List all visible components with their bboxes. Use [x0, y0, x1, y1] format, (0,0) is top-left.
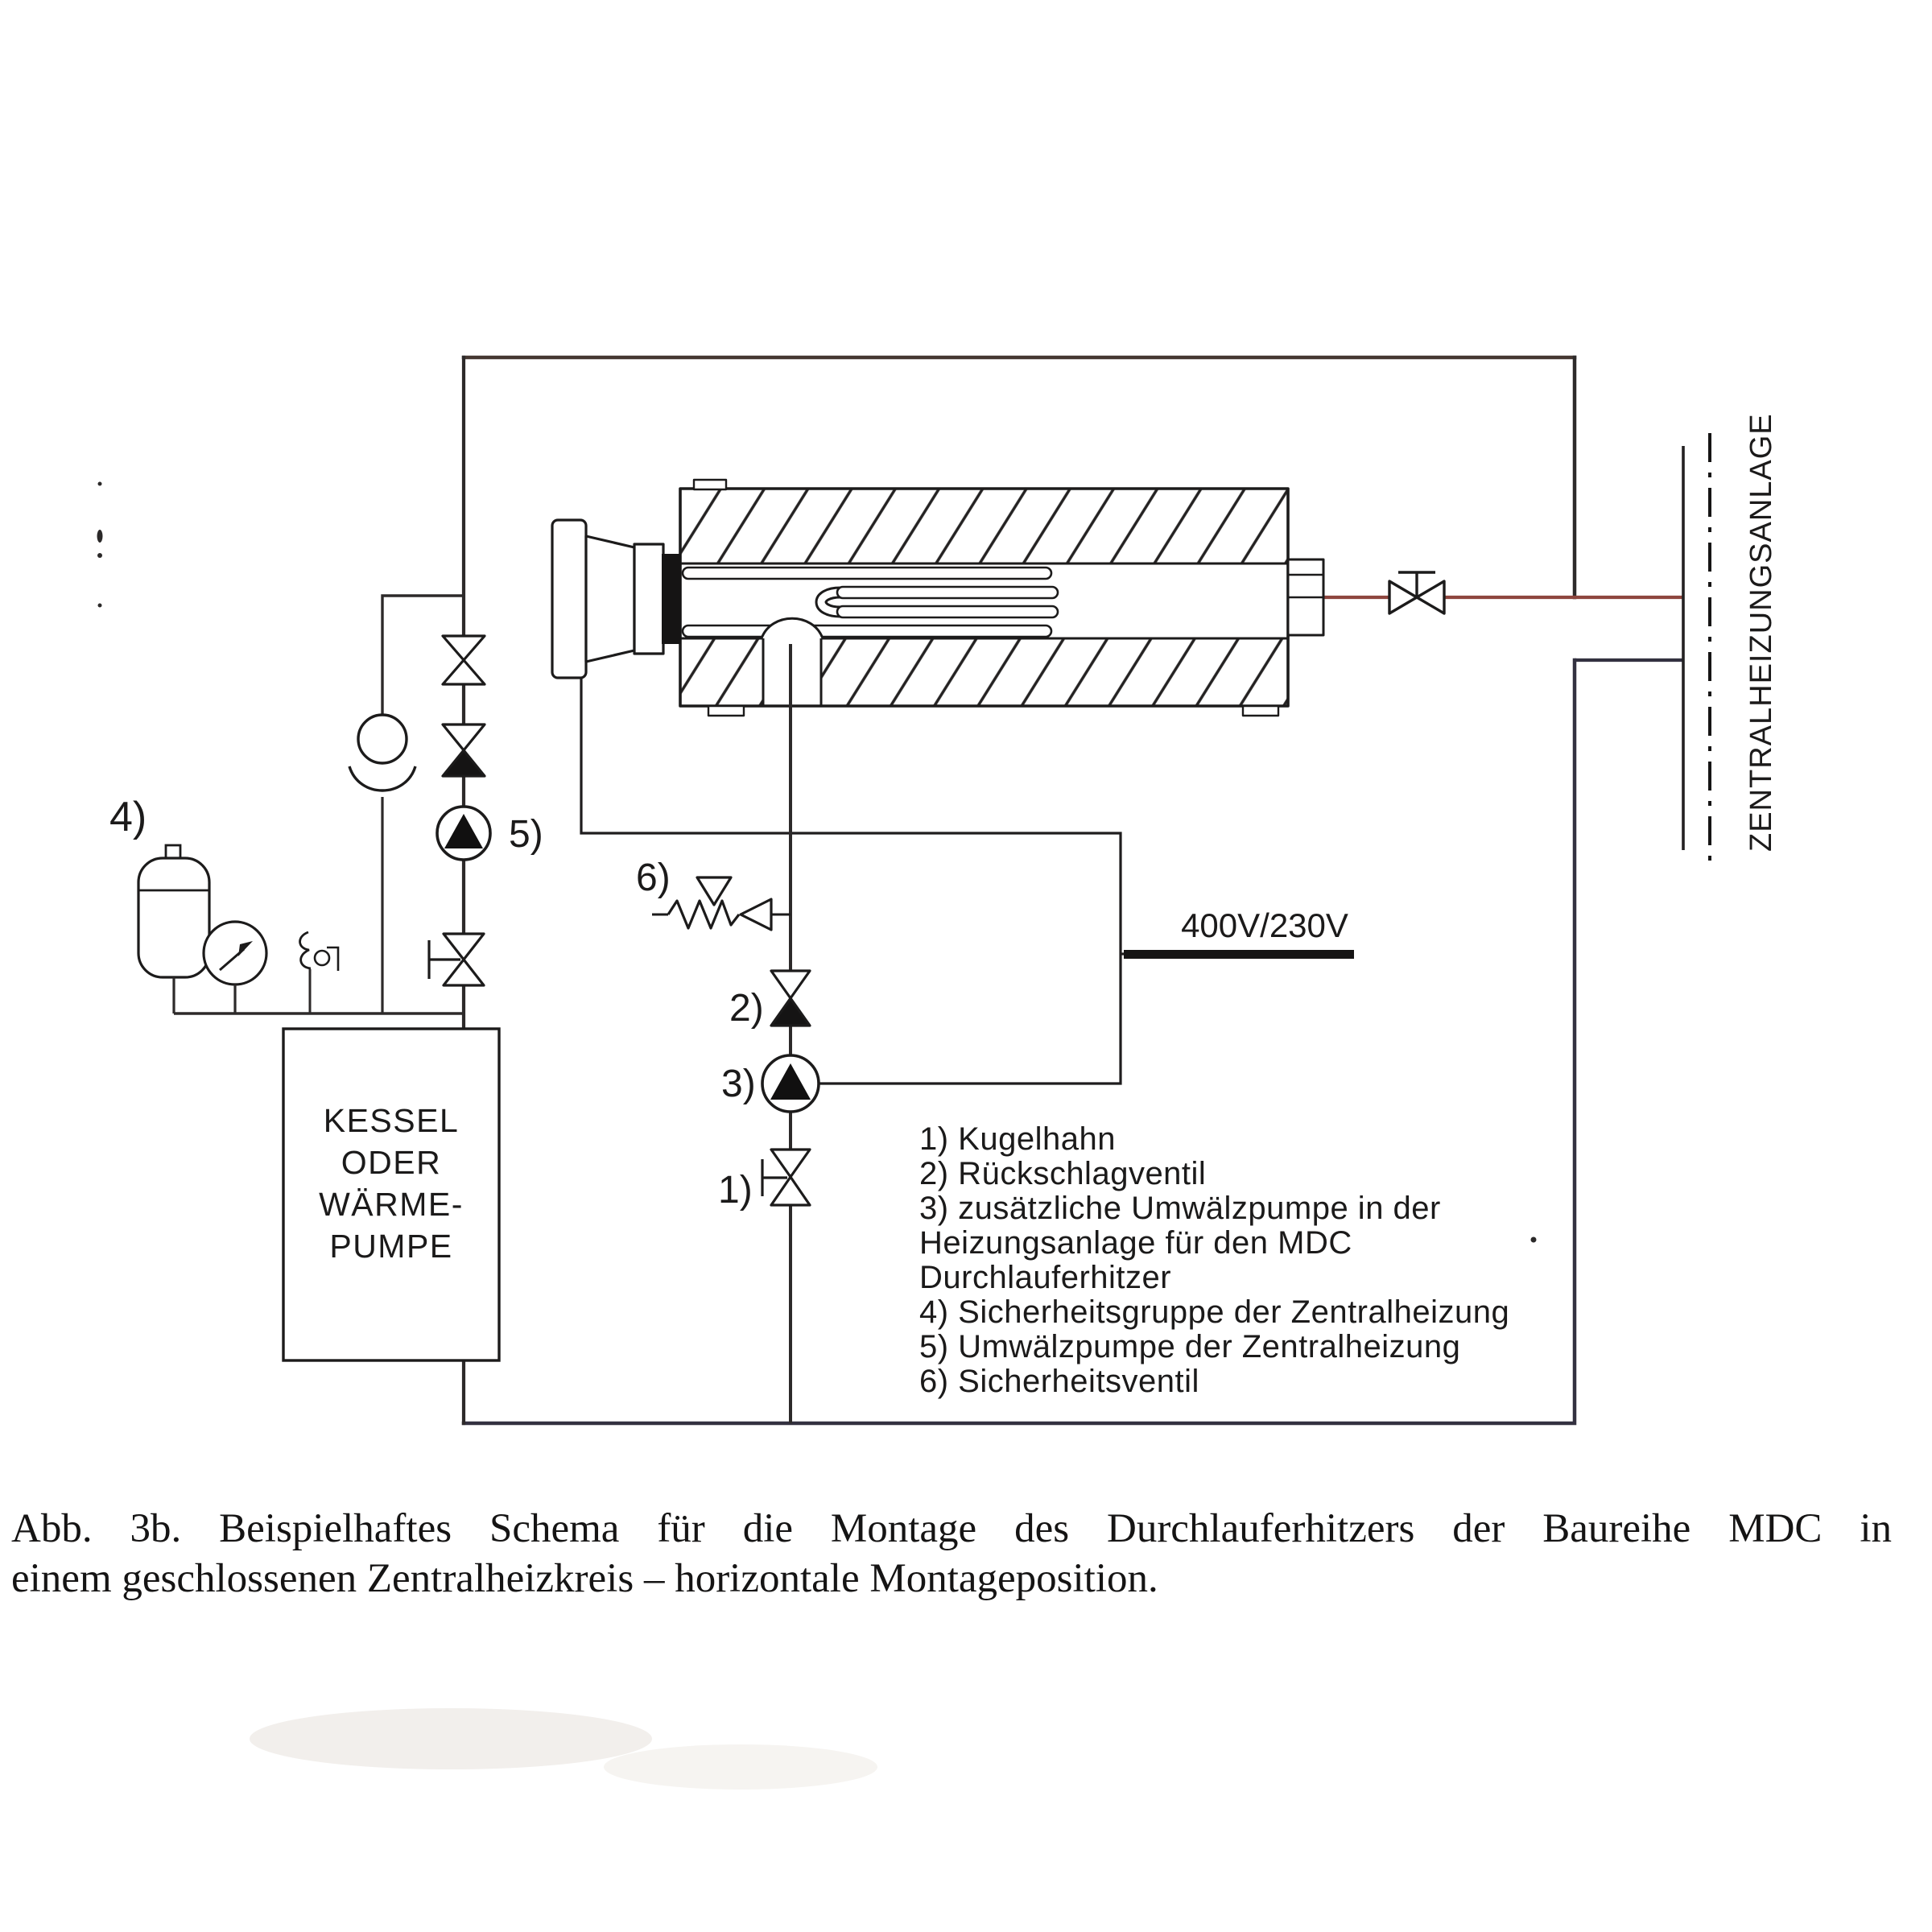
- legend: [919, 1121, 1509, 1399]
- check-valve-2-icon: [771, 971, 810, 1026]
- marker-1-label: 1): [718, 1169, 753, 1212]
- supply-valve-icon: [1389, 572, 1444, 613]
- legend-item-1: 1) Kugelhahn: [919, 1121, 1116, 1157]
- heater-insulation-bottom-right: [821, 638, 1288, 706]
- safety-valve-icon: [652, 877, 791, 930]
- riser-valve-bottom-icon: [429, 934, 484, 985]
- flange-gasket: [662, 554, 681, 644]
- air-vent-icon: [300, 932, 338, 1013]
- mdc-heater-unit: [552, 480, 1323, 716]
- paper-smudges: [250, 1708, 877, 1790]
- boiler-label-line1: KESSEL: [323, 1102, 460, 1139]
- wall-label: ZENTRALHEIZUNGSANLAGE: [1744, 413, 1778, 852]
- riser-valve-top-icon: [443, 636, 485, 684]
- marker-2-label: 2): [729, 987, 764, 1030]
- pressure-gauge-icon: [204, 922, 266, 1013]
- marker-4-label: 4): [109, 794, 147, 840]
- central-heating-wall: [1683, 413, 1778, 863]
- heater-insulation-top: [680, 489, 1288, 564]
- marker-3-label: 3): [721, 1063, 756, 1105]
- boiler-box: [283, 1029, 499, 1360]
- boiler-label-line4: PUMPE: [329, 1228, 453, 1265]
- expansion-vessel-icon: [138, 845, 209, 1013]
- power-terminal-bar: [1124, 950, 1354, 959]
- legend-item-3: 3) zusätzliche Umwälzpumpe in der: [919, 1191, 1441, 1226]
- ball-valve-1-icon: [762, 1150, 810, 1205]
- marker-6-label: 6): [636, 857, 671, 899]
- figure-caption-line1: Abb. 3b. Beispielhaftes Schema für die Montage des Durchlauferhitzers der Baureihe MDC in: [11, 1506, 1892, 1551]
- legend-item-4: 4) Sicherheitsgruppe der Zentralheizung: [919, 1294, 1510, 1330]
- riser-check-valve-icon: [443, 724, 485, 776]
- legend-item-3c: Durchlauferhitzer: [919, 1260, 1172, 1295]
- pump-5-icon: [437, 807, 490, 860]
- heater-outlet-fitting: [1288, 559, 1323, 635]
- heating-element-flange: [552, 520, 681, 678]
- drain-funnel-icon: [349, 596, 464, 1013]
- boiler-label-line2: ODER: [341, 1144, 442, 1181]
- legend-item-6: 6) Sicherheitsventil: [919, 1364, 1199, 1399]
- pump-3-icon: [762, 1055, 819, 1112]
- legend-item-5: 5) Umwälzpumpe der Zentralheizung: [919, 1329, 1461, 1364]
- legend-item-2: 2) Rückschlagventil: [919, 1156, 1207, 1191]
- marker-5-label: 5): [509, 813, 543, 856]
- legend-item-3b: Heizungsanlage für den MDC: [919, 1225, 1352, 1261]
- boiler-label-line3: WÄRME-: [319, 1186, 464, 1223]
- safety-group-4: [138, 845, 464, 1013]
- voltage-label: 400V/230V: [1181, 906, 1348, 944]
- figure-caption-line2: einem geschlossenen Zentralheizkreis – horizontale Montageposition.: [11, 1556, 1158, 1601]
- heater-insulation-bottom-left: [680, 638, 763, 706]
